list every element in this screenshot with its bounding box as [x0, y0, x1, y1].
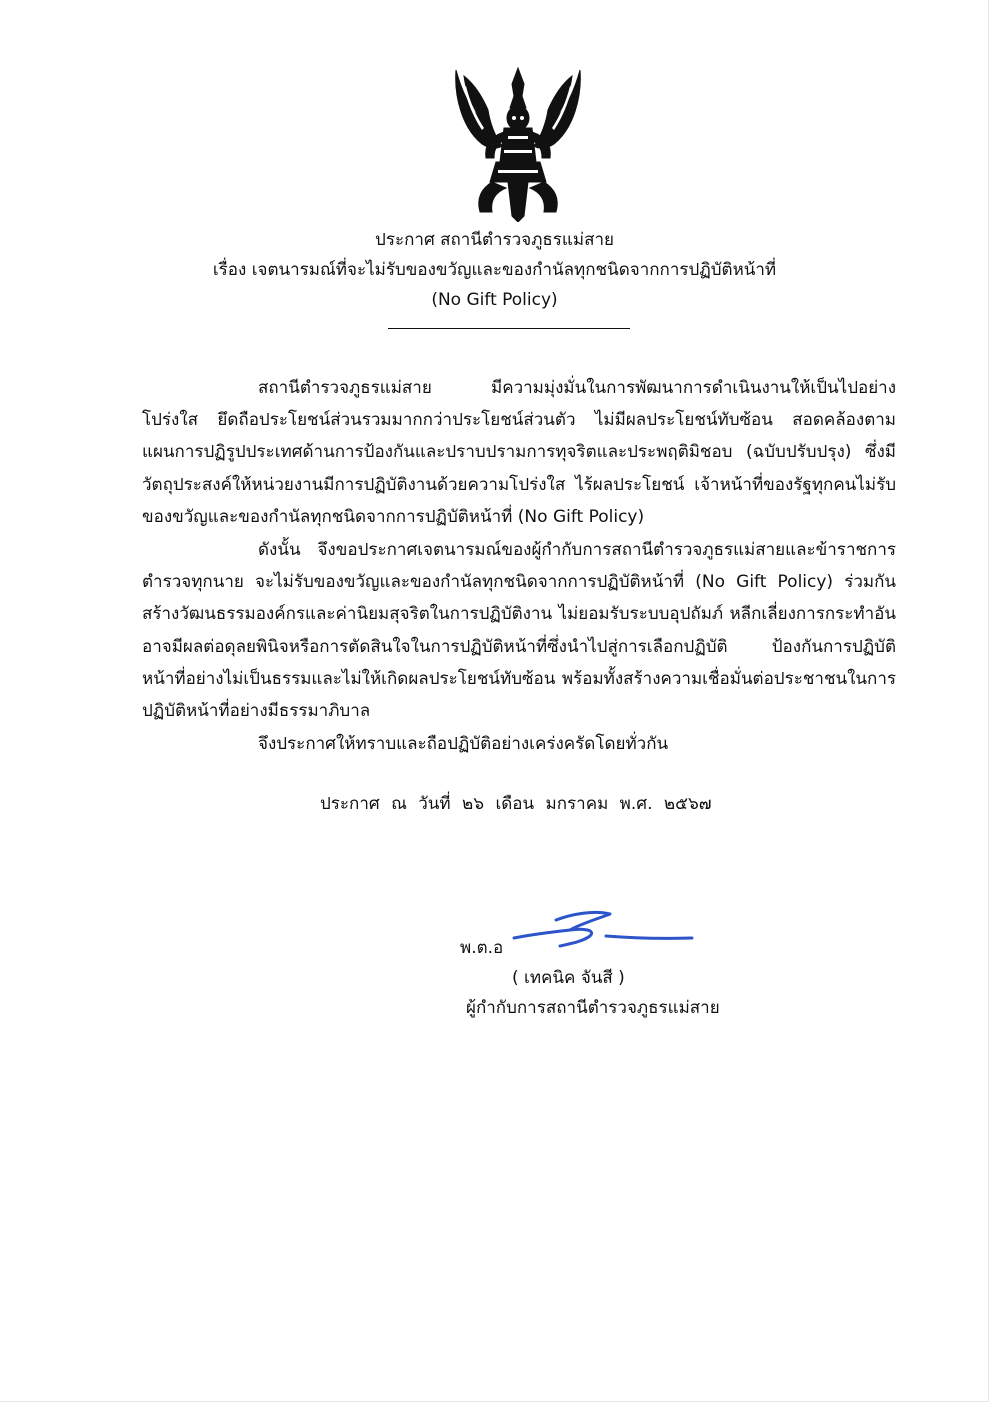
- policy-name: (No Gift Policy): [431, 290, 558, 310]
- signer-name: ( เทคนิค จันสี ): [512, 968, 625, 988]
- announcement-date: ประกาศ ณ วันที่ ๒๖ เดือน มกราคม พ.ศ. ๒๕๖๗: [320, 794, 712, 814]
- paragraph-1: [142, 372, 896, 533]
- heading-divider: [388, 328, 630, 329]
- paragraph-2-text: ดังนั้น จึงขอประกาศเจตนารมณ์ของผู้กำกับการสถานีตำรวจภูธรแม่สายและข้าราชการตำรวจทุกนาย จะไม่รับของขวัญและของกำนัลทุกชนิดจากการปฏิบัติหน้าที่ (No Gift Policy) ร่วมกันสร้างวัฒนธรรมองค์กรและค่านิยมสุจริตในการปฏิบัติงาน ไม่ยอมรับระบบอุปถัมภ์ หลีกเลี่ยงการกระทำอันอาจมีผลต่อดุลยพินิจหรือการตัดสินใจในการปฏิบัติหน้าที่ซึ่งนำไปสู่การเลือกปฏิบัติ ป้องกันการปฏิบัติหน้าที่อย่างไม่เป็นธรรมและไม่ให้เกิดผลประโยชน์ทับซ้อน พร้อมทั้งสร้างความเชื่อมั่นต่อประชาชนในการปฏิบัติหน้าที่อย่างมีธรรมาภิบาล: [142, 540, 896, 722]
- paragraph-2: [142, 534, 896, 727]
- signer-position: ผู้กำกับการสถานีตำรวจภูธรแม่สาย: [466, 998, 720, 1018]
- signer-rank: พ.ต.อ: [460, 938, 504, 958]
- paragraph-1-text: สถานีตำรวจภูธรแม่สาย มีความมุ่งมั่นในการพัฒนาการดำเนินงานให้เป็นไปอย่างโปร่งใส ยึดถือประโยชน์ส่วนรวมมากกว่าประโยชน์ส่วนตัว ไม่มีผลประโยชน์ทับซ้อน สอดคล้องตามแผนการปฏิรูปประเทศด้านการป้องกันและปราบปรามการทุจริตและประพฤติมิชอบ (ฉบับปรับปรุง) ซึ่งมีวัตถุประสงค์ให้หน่วยงานมีการปฏิบัติงานด้วยความโปร่งใส ไร้ผลประโยชน์ เจ้าหน้าที่ของรัฐทุกคนไม่รับของขวัญและของกำนัลทุกชนิดจากการปฏิบัติหน้าที่ (No Gift Policy): [142, 378, 896, 527]
- announcement-title: ประกาศ สถานีตำรวจภูธรแม่สาย: [375, 230, 614, 250]
- closing-statement: จึงประกาศให้ทราบและถือปฏิบัติอย่างเคร่งครัดโดยทั่วกัน: [258, 734, 669, 754]
- handwritten-signature: [510, 906, 698, 952]
- garuda-emblem-icon: [452, 66, 584, 222]
- announcement-subject: เรื่อง เจตนารมณ์ที่จะไม่รับของขวัญและของกำนัลทุกชนิดจากการปฏิบัติหน้าที่: [212, 260, 777, 280]
